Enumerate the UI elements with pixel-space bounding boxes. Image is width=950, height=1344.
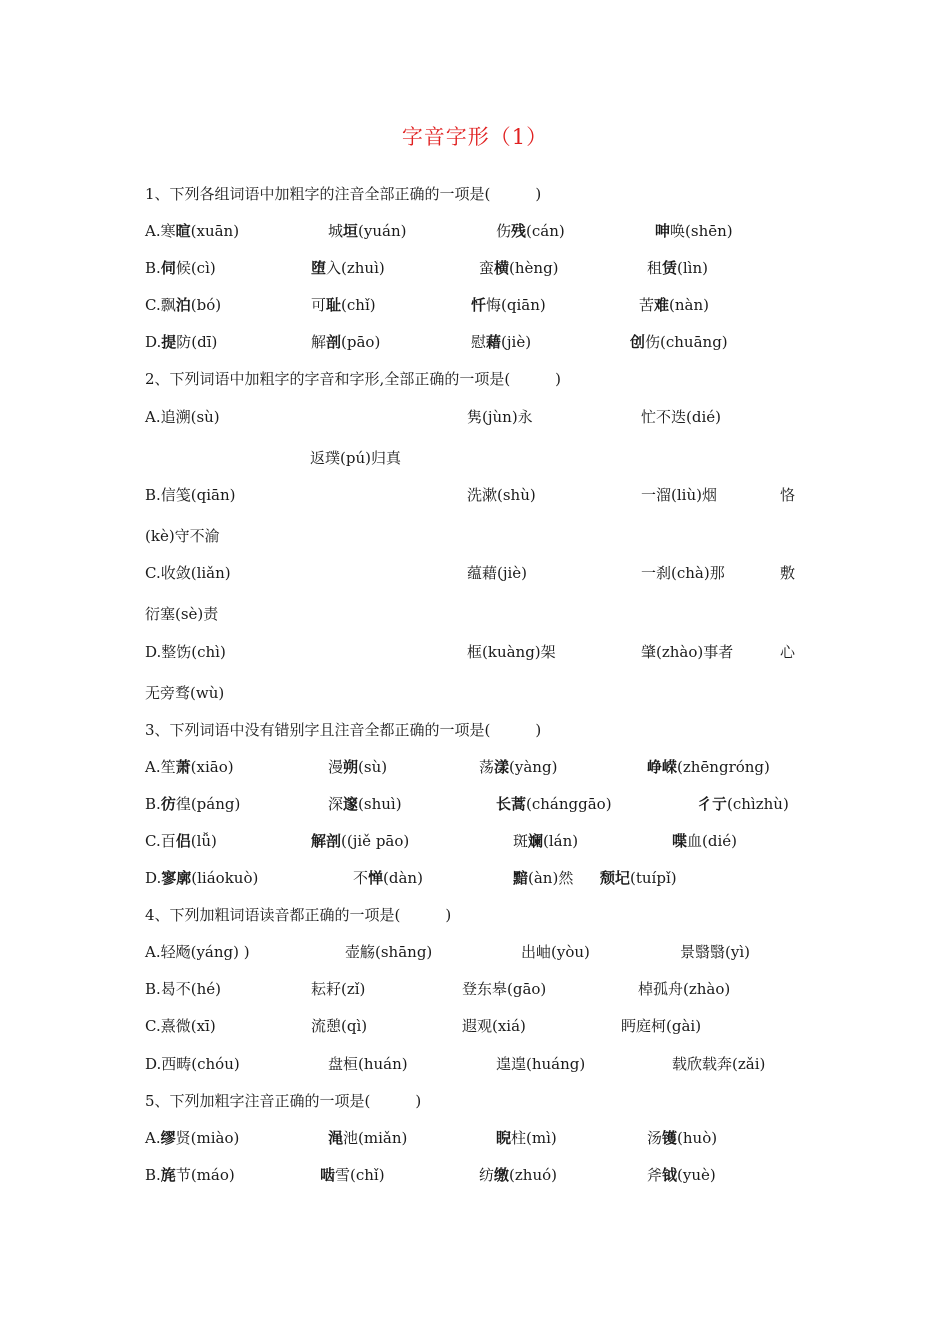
q1-d-item3: 慰藉(jiè) xyxy=(471,333,532,351)
q3-b-item4: 彳亍(chìzhù) xyxy=(697,795,789,813)
q3-d-item2: 不惮(dàn) xyxy=(353,869,423,887)
q2-a-item2: 隽(jùn)永 xyxy=(467,408,533,426)
q1-b-item2: 堕入(zhuì) xyxy=(311,259,385,277)
q4-b-item3: 登东皋(gāo) xyxy=(462,980,547,998)
q1-option-d: D.提防(dī) xyxy=(145,333,218,351)
q3-b-item2: 深邃(shuì) xyxy=(328,795,402,813)
q2-d-item1: D.整饬(chì) xyxy=(145,643,226,661)
q4-a-item4: 景翳翳(yì) xyxy=(680,943,750,961)
q3-c-item4: 喋血(dié) xyxy=(672,832,737,850)
q3-d-item4: 颓圮(tuípǐ) xyxy=(600,869,677,887)
q2-d-item4: 心 xyxy=(780,643,796,661)
q3-option-d: D.寥廓(liáokuò) xyxy=(145,869,259,887)
q5-option-a: A.缪贤(miào) xyxy=(145,1129,240,1147)
q3-c-item2: 解剖((jiě pāo) xyxy=(311,832,410,850)
q2-a-item1: A.追溯(sù) xyxy=(145,408,220,426)
q1-c-item4: 苦难(nàn) xyxy=(639,296,709,314)
q1-stem: 1、下列各组词语中加粗字的注音全部正确的一项是( ) xyxy=(145,185,542,203)
q1-option-b: B.伺候(cì) xyxy=(145,259,216,277)
q4-d-item1: D.西畴(chóu) xyxy=(145,1055,240,1073)
q5-b-item3: 纺缴(zhuó) xyxy=(479,1166,557,1184)
q2-a-item3: 忙不迭(dié) xyxy=(641,408,721,426)
q1-b-item3: 蛮横(hèng) xyxy=(479,259,559,277)
q2-c-item1: C.收敛(liǎn) xyxy=(145,564,231,582)
q5-b-item2: 啮雪(chǐ) xyxy=(320,1166,385,1184)
q4-d-item2: 盘桓(huán) xyxy=(328,1055,408,1073)
q2-d-item2: 框(kuàng)架 xyxy=(467,643,556,661)
q3-a-item3: 荡漾(yàng) xyxy=(479,758,558,776)
q5-a-item3: 睨柱(mì) xyxy=(496,1129,557,1147)
q1-a-item2: 城垣(yuán) xyxy=(328,222,407,240)
q2-c-item4: 敷 xyxy=(780,564,796,582)
q3-a-item4: 峥嵘(zhēngróng) xyxy=(647,758,770,776)
q5-a-item2: 渑池(miǎn) xyxy=(328,1129,408,1147)
q4-b-item4: 棹孤舟(zhào) xyxy=(638,980,731,998)
q3-option-a: A.笙萧(xiāo) xyxy=(145,758,234,776)
q1-d-item4: 创伤(chuāng) xyxy=(630,333,728,351)
q3-option-b: B.彷徨(páng) xyxy=(145,795,241,813)
q4-a-item1: A.轻飏(yáng) ) xyxy=(145,943,250,961)
q2-b-item4-cont: (kè)守不渝 xyxy=(145,527,220,545)
q3-option-c: C.百侣(lǚ) xyxy=(145,832,217,850)
q1-option-c: C.飘泊(bó) xyxy=(145,296,222,314)
q3-d-item3: 黯(àn)然 xyxy=(513,869,574,887)
q4-c-item4: 眄庭柯(gài) xyxy=(621,1017,702,1035)
q3-b-item3: 长蒿(chánggāo) xyxy=(496,795,612,813)
q3-stem: 3、下列词语中没有错别字且注音全都正确的一项是( ) xyxy=(145,721,542,739)
q3-a-item2: 漫朔(sù) xyxy=(328,758,388,776)
q2-b-item4: 恪 xyxy=(780,486,796,504)
q4-d-item3: 遑遑(huáng) xyxy=(496,1055,586,1073)
q1-c-item2: 可耻(chǐ) xyxy=(311,296,376,314)
q4-c-item3: 遐观(xiá) xyxy=(462,1017,526,1035)
q1-a-item3: 伤残(cán) xyxy=(496,222,565,240)
q2-stem: 2、下列词语中加粗字的字音和字形,全部正确的一项是( ) xyxy=(145,370,562,388)
q4-a-item3: 出岫(yòu) xyxy=(521,943,590,961)
q1-option-a: A.寒暄(xuān) xyxy=(145,222,240,240)
q5-stem: 5、下列加粗字注音正确的一项是( ) xyxy=(145,1092,422,1110)
q1-a-item4: 呻唤(shēn) xyxy=(655,222,733,240)
q4-b-item2: 耘耔(zǐ) xyxy=(311,980,366,998)
q1-c-item3: 忏悔(qiān) xyxy=(471,296,546,314)
q5-b-item4: 斧钺(yuè) xyxy=(647,1166,716,1184)
q4-stem: 4、下列加粗词语读音都正确的一项是( ) xyxy=(145,906,452,924)
q4-a-item2: 壶觞(shāng) xyxy=(345,943,433,961)
q2-d-item4-cont: 无旁骛(wù) xyxy=(145,684,225,702)
q2-d-item3: 肇(zhào)事者 xyxy=(641,643,734,661)
q2-a-item4: 返璞(pú)归真 xyxy=(310,449,401,467)
q2-b-item2: 洗漱(shù) xyxy=(467,486,536,504)
q2-b-item3: 一溜(liù)烟 xyxy=(641,486,717,504)
q2-c-item3: 一刹(chà)那 xyxy=(641,564,725,582)
q5-option-b: B.旄节(máo) xyxy=(145,1166,235,1184)
q4-c-item2: 流憩(qì) xyxy=(311,1017,368,1035)
q2-c-item2: 蕴藉(jiè) xyxy=(467,564,528,582)
q1-d-item2: 解剖(pāo) xyxy=(311,333,381,351)
q2-b-item1: B.信笺(qiān) xyxy=(145,486,236,504)
q4-c-item1: C.熹微(xī) xyxy=(145,1017,216,1035)
q4-d-item4: 载欣载奔(zǎi) xyxy=(672,1055,766,1073)
q3-c-item3: 斑斓(lán) xyxy=(513,832,579,850)
q2-c-item4-cont: 衍塞(sè)责 xyxy=(145,605,219,623)
q1-b-item4: 租赁(lìn) xyxy=(647,259,708,277)
q4-b-item1: B.曷不(hé) xyxy=(145,980,222,998)
q5-a-item4: 汤镬(huò) xyxy=(647,1129,718,1147)
page-title: 字音字形（1） xyxy=(401,125,549,149)
